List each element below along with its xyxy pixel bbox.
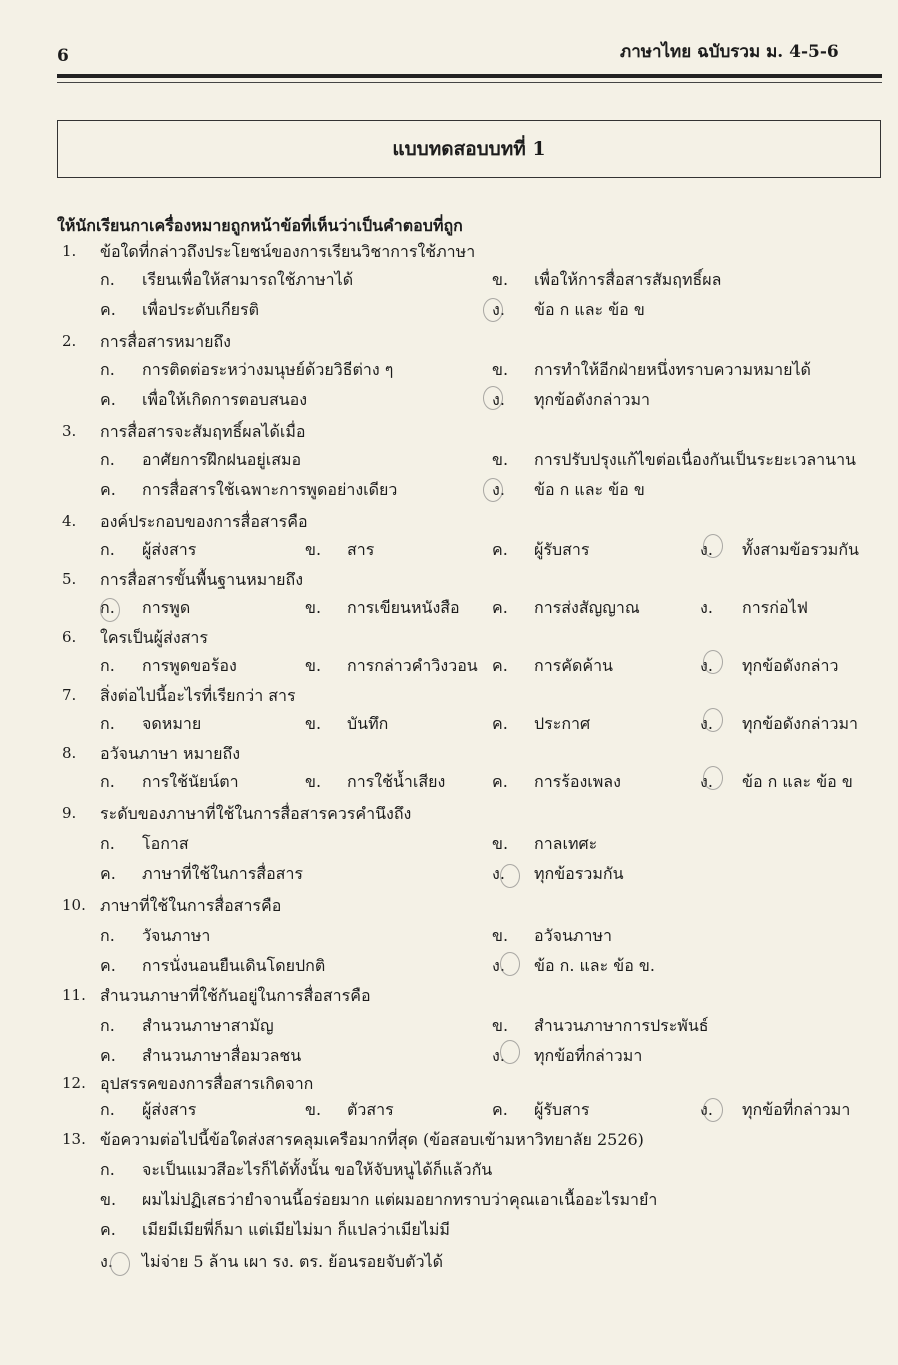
choice-text: ผู้รับสาร	[534, 1100, 590, 1119]
choice-text: บันทึก	[347, 714, 389, 733]
choice-letter: ง.	[700, 540, 713, 559]
choice-text: การทำให้อีกฝ่ายหนึ่งทราบความหมายได้	[534, 360, 811, 379]
question-number: 1.	[62, 242, 77, 260]
choice-text: การสื่อสารใช้เฉพาะการพูดอย่างเดียว	[142, 480, 398, 499]
question-number: 10.	[62, 896, 86, 914]
choice-letter: ค.	[100, 864, 116, 883]
choice-letter: ข.	[305, 772, 322, 791]
choice-text: ผมไม่ปฏิเสธว่ายำจานนี้อร่อยมาก แต่ผมอยากทราบว่าคุณเอาเนื้ออะไรมายำ	[142, 1190, 658, 1209]
choice-text: การคัดค้าน	[534, 656, 613, 675]
question-text: ข้อความต่อไปนี้ข้อใดส่งสารคลุมเครือมากที่สุด (ข้อสอบเข้ามหาวิทยาลัย 2526)	[100, 1130, 644, 1149]
page-number: 6	[57, 46, 69, 66]
choice-text: เพื่อประดับเกียรติ	[142, 300, 260, 319]
choice-text: จดหมาย	[142, 714, 202, 733]
question-number: 9.	[62, 804, 77, 822]
choice-text: ภาษาที่ใช้ในการสื่อสาร	[142, 864, 304, 883]
choice-letter: ง.	[492, 300, 505, 319]
choice-text: การส่งสัญญาณ	[534, 598, 640, 617]
choice-letter: ง.	[700, 714, 713, 733]
choice-text: การติดต่อระหว่างมนุษย์ด้วยวิธีต่าง ๆ	[142, 360, 394, 379]
choice-letter: ข.	[100, 1190, 117, 1209]
pencil-circle-mark	[483, 386, 503, 410]
choice-letter: ก.	[100, 772, 115, 791]
choice-text: การใช้นัยน์ตา	[142, 772, 239, 791]
choice-letter: ง.	[492, 864, 505, 883]
choice-text: สำนวนภาษาสื่อมวลชน	[142, 1046, 302, 1065]
choice-letter: ข.	[492, 360, 509, 379]
pencil-circle-mark	[703, 650, 723, 674]
pencil-circle-mark	[703, 1098, 723, 1122]
question-text: อวัจนภาษา หมายถึง	[100, 744, 241, 763]
choice-letter: ก.	[100, 834, 115, 853]
choice-letter: ง.	[492, 390, 505, 409]
choice-letter: ก.	[100, 598, 115, 617]
choice-text: เพื่อให้การสื่อสารสัมฤทธิ์ผล	[534, 270, 722, 289]
exam-title-box	[57, 120, 881, 178]
pencil-circle-mark	[100, 598, 120, 622]
choice-text: สาร	[347, 540, 375, 559]
choice-letter: ข.	[492, 926, 509, 945]
choice-text: การปรับปรุงแก้ไขต่อเนื่องกันเป็นระยะเวลานาน	[534, 450, 856, 469]
choice-letter: ก.	[100, 656, 115, 675]
choice-letter: ง.	[700, 1100, 713, 1119]
question-number: 8.	[62, 744, 77, 762]
choice-text: ประกาศ	[534, 714, 591, 733]
choice-letter: ค.	[100, 1220, 116, 1239]
question-number: 5.	[62, 570, 77, 588]
question-text: ใครเป็นผู้ส่งสาร	[100, 628, 208, 647]
question-number: 11.	[62, 986, 86, 1004]
question-text: ระดับของภาษาที่ใช้ในการสื่อสารควรคำนึงถึง	[100, 804, 412, 823]
choice-letter: ข.	[492, 834, 509, 853]
pencil-circle-mark	[500, 952, 520, 976]
question-text: การสื่อสารหมายถึง	[100, 332, 231, 351]
choice-letter: ง.	[100, 1252, 113, 1271]
choice-letter: ง.	[492, 956, 505, 975]
choice-text: ทุกข้อรวมกัน	[534, 864, 624, 883]
exam-title: แบบทดสอบบทที่ 1	[392, 138, 546, 160]
choice-letter: ก.	[100, 1100, 115, 1119]
question-number: 7.	[62, 686, 77, 704]
choice-letter: ง.	[492, 1046, 505, 1065]
question-number: 6.	[62, 628, 77, 646]
question-text: ภาษาที่ใช้ในการสื่อสารคือ	[100, 896, 282, 915]
question-text: สิ่งต่อไปนี้อะไรที่เรียกว่า สาร	[100, 686, 296, 705]
choice-text: การนั่งนอนยืนเดินโดยปกติ	[142, 956, 326, 975]
choice-text: สำนวนภาษาการประพันธ์	[534, 1016, 709, 1035]
choice-text: การร้องเพลง	[534, 772, 621, 791]
choice-letter: ก.	[100, 1160, 115, 1179]
choice-text: ข้อ ก และ ข้อ ข	[534, 480, 645, 499]
question-number: 2.	[62, 332, 77, 350]
choice-text: ทุกข้อดังกล่าว	[742, 656, 839, 675]
choice-letter: ข.	[305, 714, 322, 733]
choice-text: จะเป็นแมวสีอะไรก็ได้ทั้งนั้น ขอให้จับหนูได้ก็แล้วกัน	[142, 1160, 493, 1179]
choice-letter: ก.	[100, 360, 115, 379]
choice-letter: ง.	[492, 480, 505, 499]
choice-text: ทั้งสามข้อรวมกัน	[742, 540, 859, 559]
choice-text: ทุกข้อที่กล่าวมา	[742, 1100, 851, 1119]
choice-letter: ก.	[100, 270, 115, 289]
choice-text: สำนวนภาษาสามัญ	[142, 1016, 274, 1035]
question-text: อุปสรรคของการสื่อสารเกิดจาก	[100, 1074, 314, 1093]
choice-text: การพูดขอร้อง	[142, 656, 237, 675]
book-title: ภาษาไทย ฉบับรวม ม. 4-5-6	[620, 42, 839, 62]
choice-text: การกล่าวคำวิงวอน	[347, 656, 478, 675]
choice-letter: ง.	[700, 598, 713, 617]
choice-text: ผู้รับสาร	[534, 540, 590, 559]
choice-letter: ค.	[492, 714, 508, 733]
choice-letter: ก.	[100, 714, 115, 733]
choice-letter: ค.	[100, 390, 116, 409]
pencil-circle-mark	[110, 1252, 130, 1276]
choice-letter: ก.	[100, 540, 115, 559]
choice-letter: ค.	[100, 956, 116, 975]
choice-letter: ข.	[492, 450, 509, 469]
choice-text: เมียมีเมียพี่ก็มา แต่เมียไม่มา ก็แปลว่าเมียไม่มี	[142, 1220, 450, 1239]
choice-text: เรียนเพื่อให้สามารถใช้ภาษาได้	[142, 270, 354, 289]
choice-letter: ก.	[100, 926, 115, 945]
choice-letter: ค.	[100, 480, 116, 499]
choice-text: ทุกข้อดังกล่าวมา	[534, 390, 650, 409]
pencil-circle-mark	[483, 478, 503, 502]
question-text: สำนวนภาษาที่ใช้กันอยู่ในการสื่อสารคือ	[100, 986, 371, 1005]
choice-letter: ข.	[305, 598, 322, 617]
choice-text: การเขียนหนังสือ	[347, 598, 460, 617]
choice-text: การก่อไฟ	[742, 598, 808, 617]
choice-text: ทุกข้อดังกล่าวมา	[742, 714, 858, 733]
choice-letter: ค.	[492, 540, 508, 559]
choice-text: ตัวสาร	[347, 1100, 394, 1119]
question-text: การสื่อสารขั้นพื้นฐานหมายถึง	[100, 570, 304, 589]
choice-text: อาศัยการฝึกฝนอยู่เสมอ	[142, 450, 302, 469]
choice-letter: ง.	[700, 772, 713, 791]
choice-text: เพื่อให้เกิดการตอบสนอง	[142, 390, 308, 409]
choice-letter: ก.	[100, 450, 115, 469]
choice-letter: ค.	[492, 598, 508, 617]
question-number: 4.	[62, 512, 77, 530]
choice-letter: ข.	[305, 1100, 322, 1119]
choice-letter: ข.	[305, 540, 322, 559]
choice-letter: ข.	[492, 270, 509, 289]
choice-letter: ค.	[100, 300, 116, 319]
choice-text: โอกาส	[142, 834, 189, 853]
header-rule	[57, 74, 882, 78]
choice-text: ไม่จ่าย 5 ล้าน เผา รง. ตร. ย้อนรอยจับตัวได้	[142, 1252, 443, 1271]
choice-text: กาลเทศะ	[534, 834, 598, 853]
pencil-circle-mark	[483, 298, 503, 322]
pencil-circle-mark	[500, 864, 520, 888]
choice-text: ข้อ ก และ ข้อ ข	[534, 300, 645, 319]
choice-text: การพูด	[142, 598, 191, 617]
choice-letter: ข.	[492, 1016, 509, 1035]
choice-text: การใช้น้ำเสียง	[347, 772, 446, 791]
choice-letter: ง.	[700, 656, 713, 675]
choice-letter: ข.	[305, 656, 322, 675]
pencil-circle-mark	[703, 708, 723, 732]
choice-text: วัจนภาษา	[142, 926, 211, 945]
choice-text: ผู้ส่งสาร	[142, 540, 197, 559]
question-number: 12.	[62, 1074, 86, 1092]
choice-letter: ค.	[492, 772, 508, 791]
question-text: การสื่อสารจะสัมฤทธิ์ผลได้เมื่อ	[100, 422, 306, 441]
pencil-circle-mark	[703, 766, 723, 790]
question-text: องค์ประกอบของการสื่อสารคือ	[100, 512, 308, 531]
choice-letter: ค.	[492, 1100, 508, 1119]
question-text: ข้อใดที่กล่าวถึงประโยชน์ของการเรียนวิชาการใช้ภาษา	[100, 242, 476, 261]
choice-text: ผู้ส่งสาร	[142, 1100, 197, 1119]
instruction: ให้นักเรียนกาเครื่องหมายถูกหน้าข้อที่เห็นว่าเป็นคำตอบที่ถูก	[57, 216, 463, 235]
choice-letter: ค.	[100, 1046, 116, 1065]
choice-text: อวัจนภาษา	[534, 926, 612, 945]
choice-letter: ค.	[492, 656, 508, 675]
pencil-circle-mark	[703, 534, 723, 558]
choice-text: ทุกข้อที่กล่าวมา	[534, 1046, 643, 1065]
question-number: 3.	[62, 422, 77, 440]
question-number: 13.	[62, 1130, 86, 1148]
pencil-circle-mark	[500, 1040, 520, 1064]
header-rule-thin	[57, 82, 882, 83]
choice-text: ข้อ ก. และ ข้อ ข.	[534, 956, 655, 975]
choice-letter: ก.	[100, 1016, 115, 1035]
choice-text: ข้อ ก และ ข้อ ข	[742, 772, 853, 791]
